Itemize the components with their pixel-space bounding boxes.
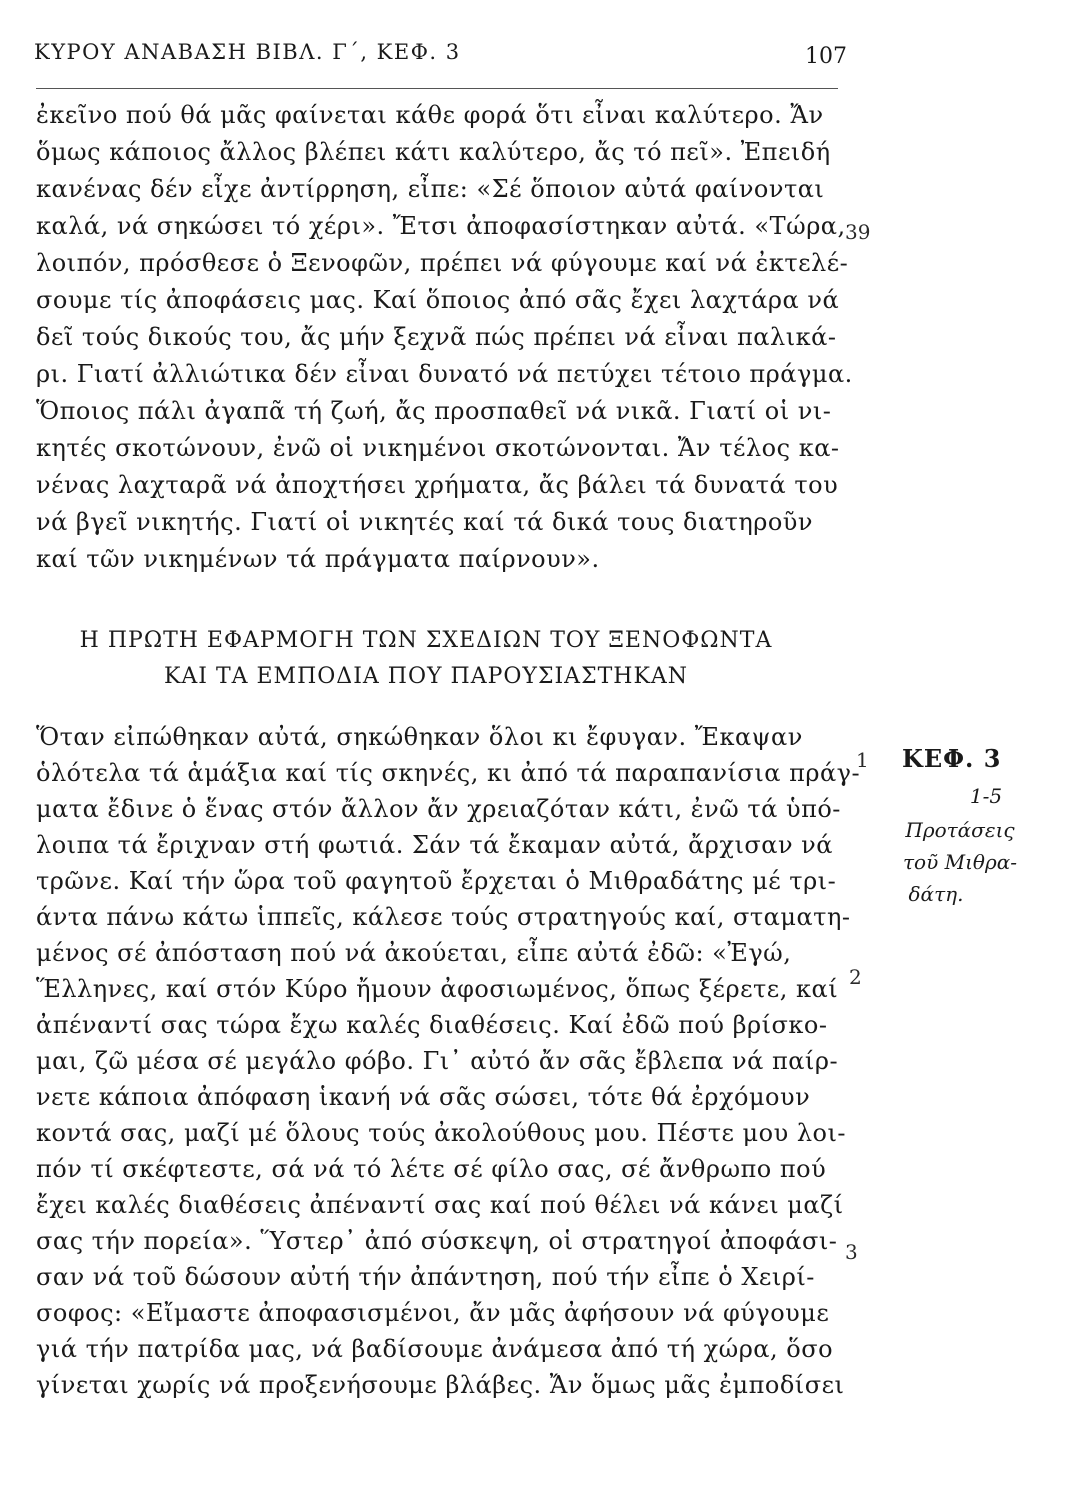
text-line: νένας λαχταρᾶ νά ἀποχτήσει χρήματα, ἄς βάλει τά δυνατά του <box>36 471 839 499</box>
text-line: Ἕλληνες, καί στόν Κύρο ἤμουν ἀφοσιωμένος, ὅπως ξέρετε, καί <box>36 975 839 1003</box>
text-line: μένος σέ ἀπόσταση πού νά ἀκούεται, εἶπε αὐτά ἐδῶ: «Ἐγώ, <box>36 939 792 967</box>
text-line: Ὅταν εἰπώθηκαν αὐτά, σηκώθηκαν ὅλοι κι ἔφυγαν. Ἔκαψαν <box>36 723 803 751</box>
text-line: ὅμως κάποιος ἄλλος βλέπει κάτι καλύτερο, ἄς τό πεῖ». Ἐπειδή <box>36 138 831 166</box>
text-line: ἔχει καλές διαθέσεις ἀπέναντί σας καί πού θέλει νά κάνει μαζί <box>36 1191 844 1219</box>
side-note-line-3: δάτη. <box>908 882 964 906</box>
text-line: νετε κάποια ἀπόφαση ἱκανή νά σᾶς σώσει, τότε θά ἐρχόμουν <box>36 1083 811 1111</box>
side-note-line-2: τοῦ Μιθρα- <box>902 850 1017 874</box>
text-line: Ὅποιος πάλι ἀγαπᾶ τή ζωή, ἄς προσπαθεῖ νά νικᾶ. Γιατί οἱ νι- <box>36 397 832 425</box>
margin-number-3: 3 <box>845 1240 858 1264</box>
text-line: ματα ἔδινε ὁ ἕνας στόν ἄλλον ἄν χρειαζόταν κάτι, ἐνῶ τά ὑπό- <box>36 795 841 823</box>
section-heading-line-2: ΚΑΙ ΤΑ ΕΜΠΟΔΙΑ ΠΟΥ ΠΑΡΟΥΣΙΑΣΤΗΚΑΝ <box>163 664 689 689</box>
text-line: τρῶνε. Καί τήν ὥρα τοῦ φαγητοῦ ἔρχεται ὁ Μιθραδάτης μέ τρι- <box>36 867 837 895</box>
section-heading-line-1: Η ΠΡΩΤΗ ΕΦΑΡΜΟΓΗ ΤΩΝ ΣΧΕΔΙΩΝ ΤΟΥ ΞΕΝΟΦΩΝΤΑ <box>79 628 773 653</box>
text-line: κανένας δέν εἶχε ἀντίρρηση, εἶπε: «Σέ ὅποιον αὐτά φαίνονται <box>36 175 825 203</box>
text-line: πόν τί σκέφτεστε, σά νά τό λέτε σέ φίλο σας, σέ ἄνθρωπο πού <box>36 1155 827 1183</box>
text-line: γίνεται χωρίς νά προξενήσουμε βλάβες. Ἄν ὅμως μᾶς ἐμποδίσει <box>36 1371 845 1399</box>
text-line: κοντά σας, μαζί μέ ὅλους τούς ἀκολούθους μου. Πέστε μου λοι- <box>36 1119 846 1147</box>
text-line: ὁλότελα τά ἁμάξια καί τίς σκηνές, κι ἀπό τά παραπανίσια πράγ- <box>36 759 861 787</box>
running-head: ΚΥΡΟΥ ΑΝΑΒΑΣΗ ΒΙΒΛ. Γ΄, ΚΕΦ. 3 <box>34 40 461 64</box>
side-note-range: 1-5 <box>969 784 1003 808</box>
text-line: σοφος: «Εἴμαστε ἀποφασισμένοι, ἄν μᾶς ἀφήσουν νά φύγουμε <box>36 1299 830 1327</box>
margin-number-39: 39 <box>845 220 871 244</box>
side-note-line-1: Προτάσεις <box>905 818 1015 842</box>
text-line: λοιπόν, πρόσθεσε ὁ Ξενοφῶν, πρέπει νά φύγουμε καί νά ἐκτελέ- <box>36 249 849 277</box>
margin-number-2: 2 <box>849 965 862 989</box>
text-line: μαι, ζῶ μέσα σέ μεγάλο φόβο. Γι᾽ αὐτό ἄν σᾶς ἔβλεπα νά παίρ- <box>36 1047 839 1075</box>
text-line: δεῖ τούς δικούς του, ἄς μήν ξεχνᾶ πώς πρέπει νά εἶναι παλικά- <box>36 323 837 351</box>
text-line: σαν νά τοῦ δώσουν αὐτή τήν ἀπάντηση, πού τήν εἶπε ὁ Χειρί- <box>36 1263 815 1291</box>
text-line: γιά τήν πατρίδα μας, νά βαδίσουμε ἀνάμεσα ἀπό τή χώρα, ὅσο <box>36 1335 834 1363</box>
text-line: σας τήν πορεία». Ὕστερ᾽ ἀπό σύσκεψη, οἱ στρατηγοί ἀποφάσι- <box>36 1227 838 1255</box>
page-number: 107 <box>805 44 847 69</box>
header-rule <box>36 88 838 89</box>
text-line: άντα πάνω κάτω ἱππεῖς, κάλεσε τούς στρατηγούς καί, σταματη- <box>36 903 851 931</box>
text-line: σουμε τίς ἀποφάσεις μας. Καί ὅποιος ἀπό σᾶς ἔχει λαχτάρα νά <box>36 286 840 314</box>
text-line: ἀπέναντί σας τώρα ἔχω καλές διαθέσεις. Καί ἐδῶ πού βρίσκο- <box>36 1011 828 1039</box>
text-line: κητές σκοτώνουν, ἐνῶ οἱ νικημένοι σκοτώνονται. Ἄν τέλος κα- <box>36 434 840 462</box>
side-chapter-title: ΚΕΦ. 3 <box>902 744 1002 773</box>
text-line: καλά, νά σηκώσει τό χέρι». Ἔτσι ἀποφασίστηκαν αὐτά. «Τώρα, <box>36 212 846 240</box>
text-line: ρι. Γιατί ἀλλιώτικα δέν εἶναι δυνατό νά πετύχει τέτοιο πράγμα. <box>36 360 853 388</box>
margin-number-1: 1 <box>856 748 869 772</box>
text-line: λοιπα τά ἔριχναν στή φωτιά. Σάν τά ἔκαμαν αὐτά, ἄρχισαν νά <box>36 831 833 859</box>
text-line: ἐκεῖνο πού θά μᾶς φαίνεται κάθε φορά ὅτι εἶναι καλύτερο. Ἄν <box>36 101 824 129</box>
text-line: νά βγεῖ νικητής. Γιατί οἱ νικητές καί τά δικά τους διατηροῦν <box>36 508 813 536</box>
text-line: καί τῶν νικημένων τά πράγματα παίρνουν». <box>36 545 600 573</box>
